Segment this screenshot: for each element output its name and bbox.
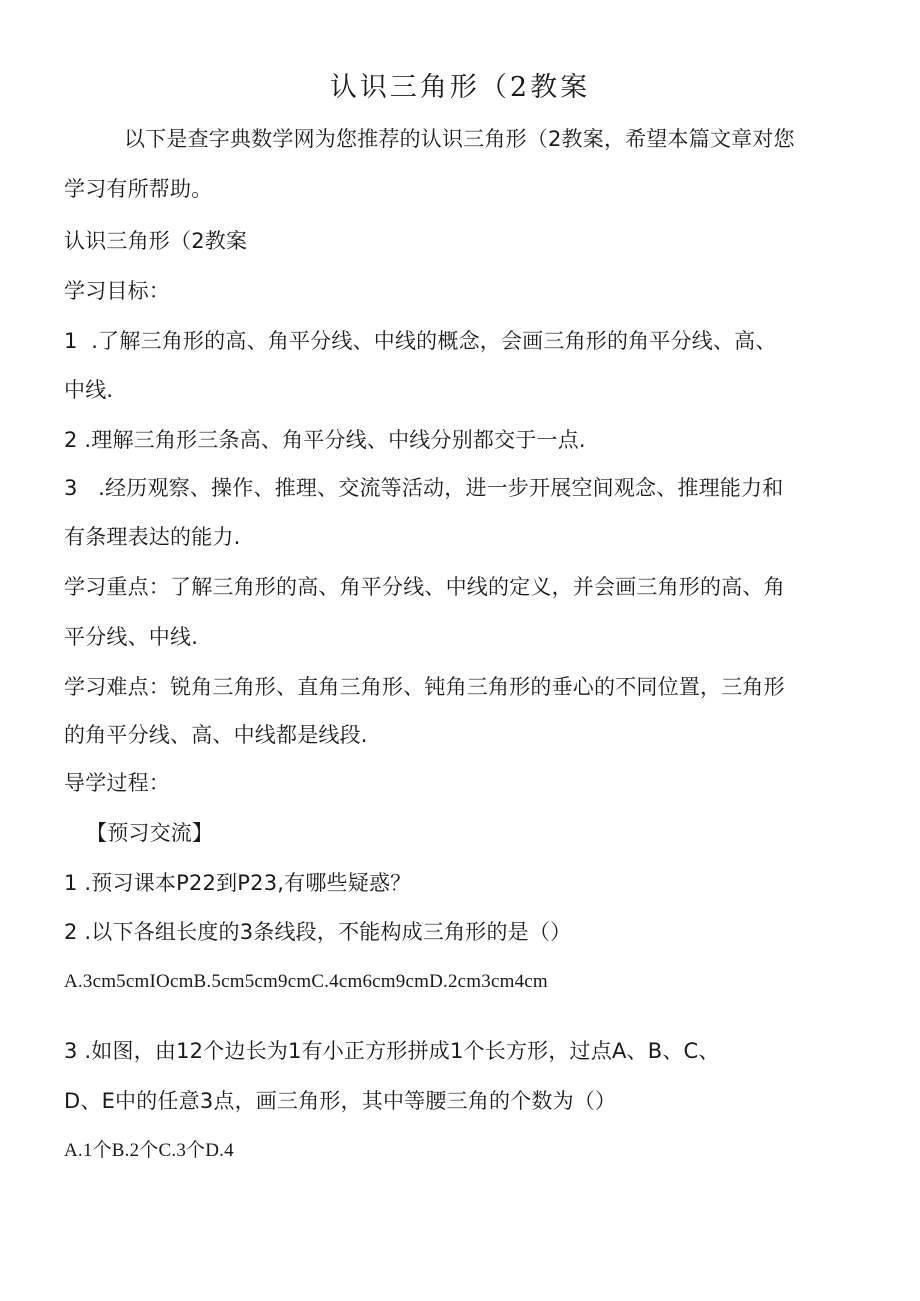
question-2-options: A.3cm5cmIOcmB.5cm5cm9cmC.4cm6cm9cmD.2cm3cm4cm	[64, 971, 548, 992]
objective-1-line-1: 1 .了解三角形的高、角平分线、中线的概念，会画三角形的角平分线、高、	[64, 329, 777, 353]
preview-heading: 【预习交流】	[86, 821, 214, 845]
objective-2: 2 .理解三角形三条高、角平分线、中线分别都交于一点.	[64, 428, 586, 452]
objectives-heading: 学习目标：	[64, 279, 170, 303]
question-1: 1 .预习课本P22到P23,有哪些疑惑？	[64, 871, 412, 895]
document-title: 认识三角形（2教案	[329, 72, 591, 103]
objective-3-line-2: 有条理表达的能力.	[64, 525, 241, 549]
key-points-line-1: 学习重点：了解三角形的高、角平分线、中线的定义，并会画三角形的高、角	[64, 575, 785, 599]
question-3-options: A.1个B.2个C.3个D.4	[64, 1140, 234, 1161]
objective-1-line-2: 中线.	[64, 378, 114, 402]
difficulties-line-1: 学习难点：锐角三角形、直角三角形、钝角三角形的垂心的不同位置，三角形	[64, 675, 785, 699]
question-3-line-1: 3 .如图，由12个边长为1有小正方形拼成1个长方形，过点A、B、C、	[64, 1039, 720, 1063]
process-heading: 导学过程：	[64, 771, 170, 795]
key-points-line-2: 平分线、中线.	[64, 625, 199, 649]
question-3-line-2: D、E中的任意3点，画三角形，其中等腰三角的个数为（）	[64, 1089, 617, 1113]
intro-line-2: 学习有所帮助。	[64, 177, 213, 201]
question-2: 2 .以下各组长度的3条线段，不能构成三角形的是（）	[64, 920, 572, 944]
intro-line-1: 以下是查字典数学网为您推荐的认识三角形（2教案，希望本篇文章对您	[124, 127, 795, 151]
subtitle: 认识三角形（2教案	[64, 229, 248, 253]
objective-3-line-1: 3 .经历观察、操作、推理、交流等活动，进一步开展空间观念、推理能力和	[64, 476, 784, 500]
difficulties-line-2: 的角平分线、高、中线都是线段.	[64, 723, 368, 747]
